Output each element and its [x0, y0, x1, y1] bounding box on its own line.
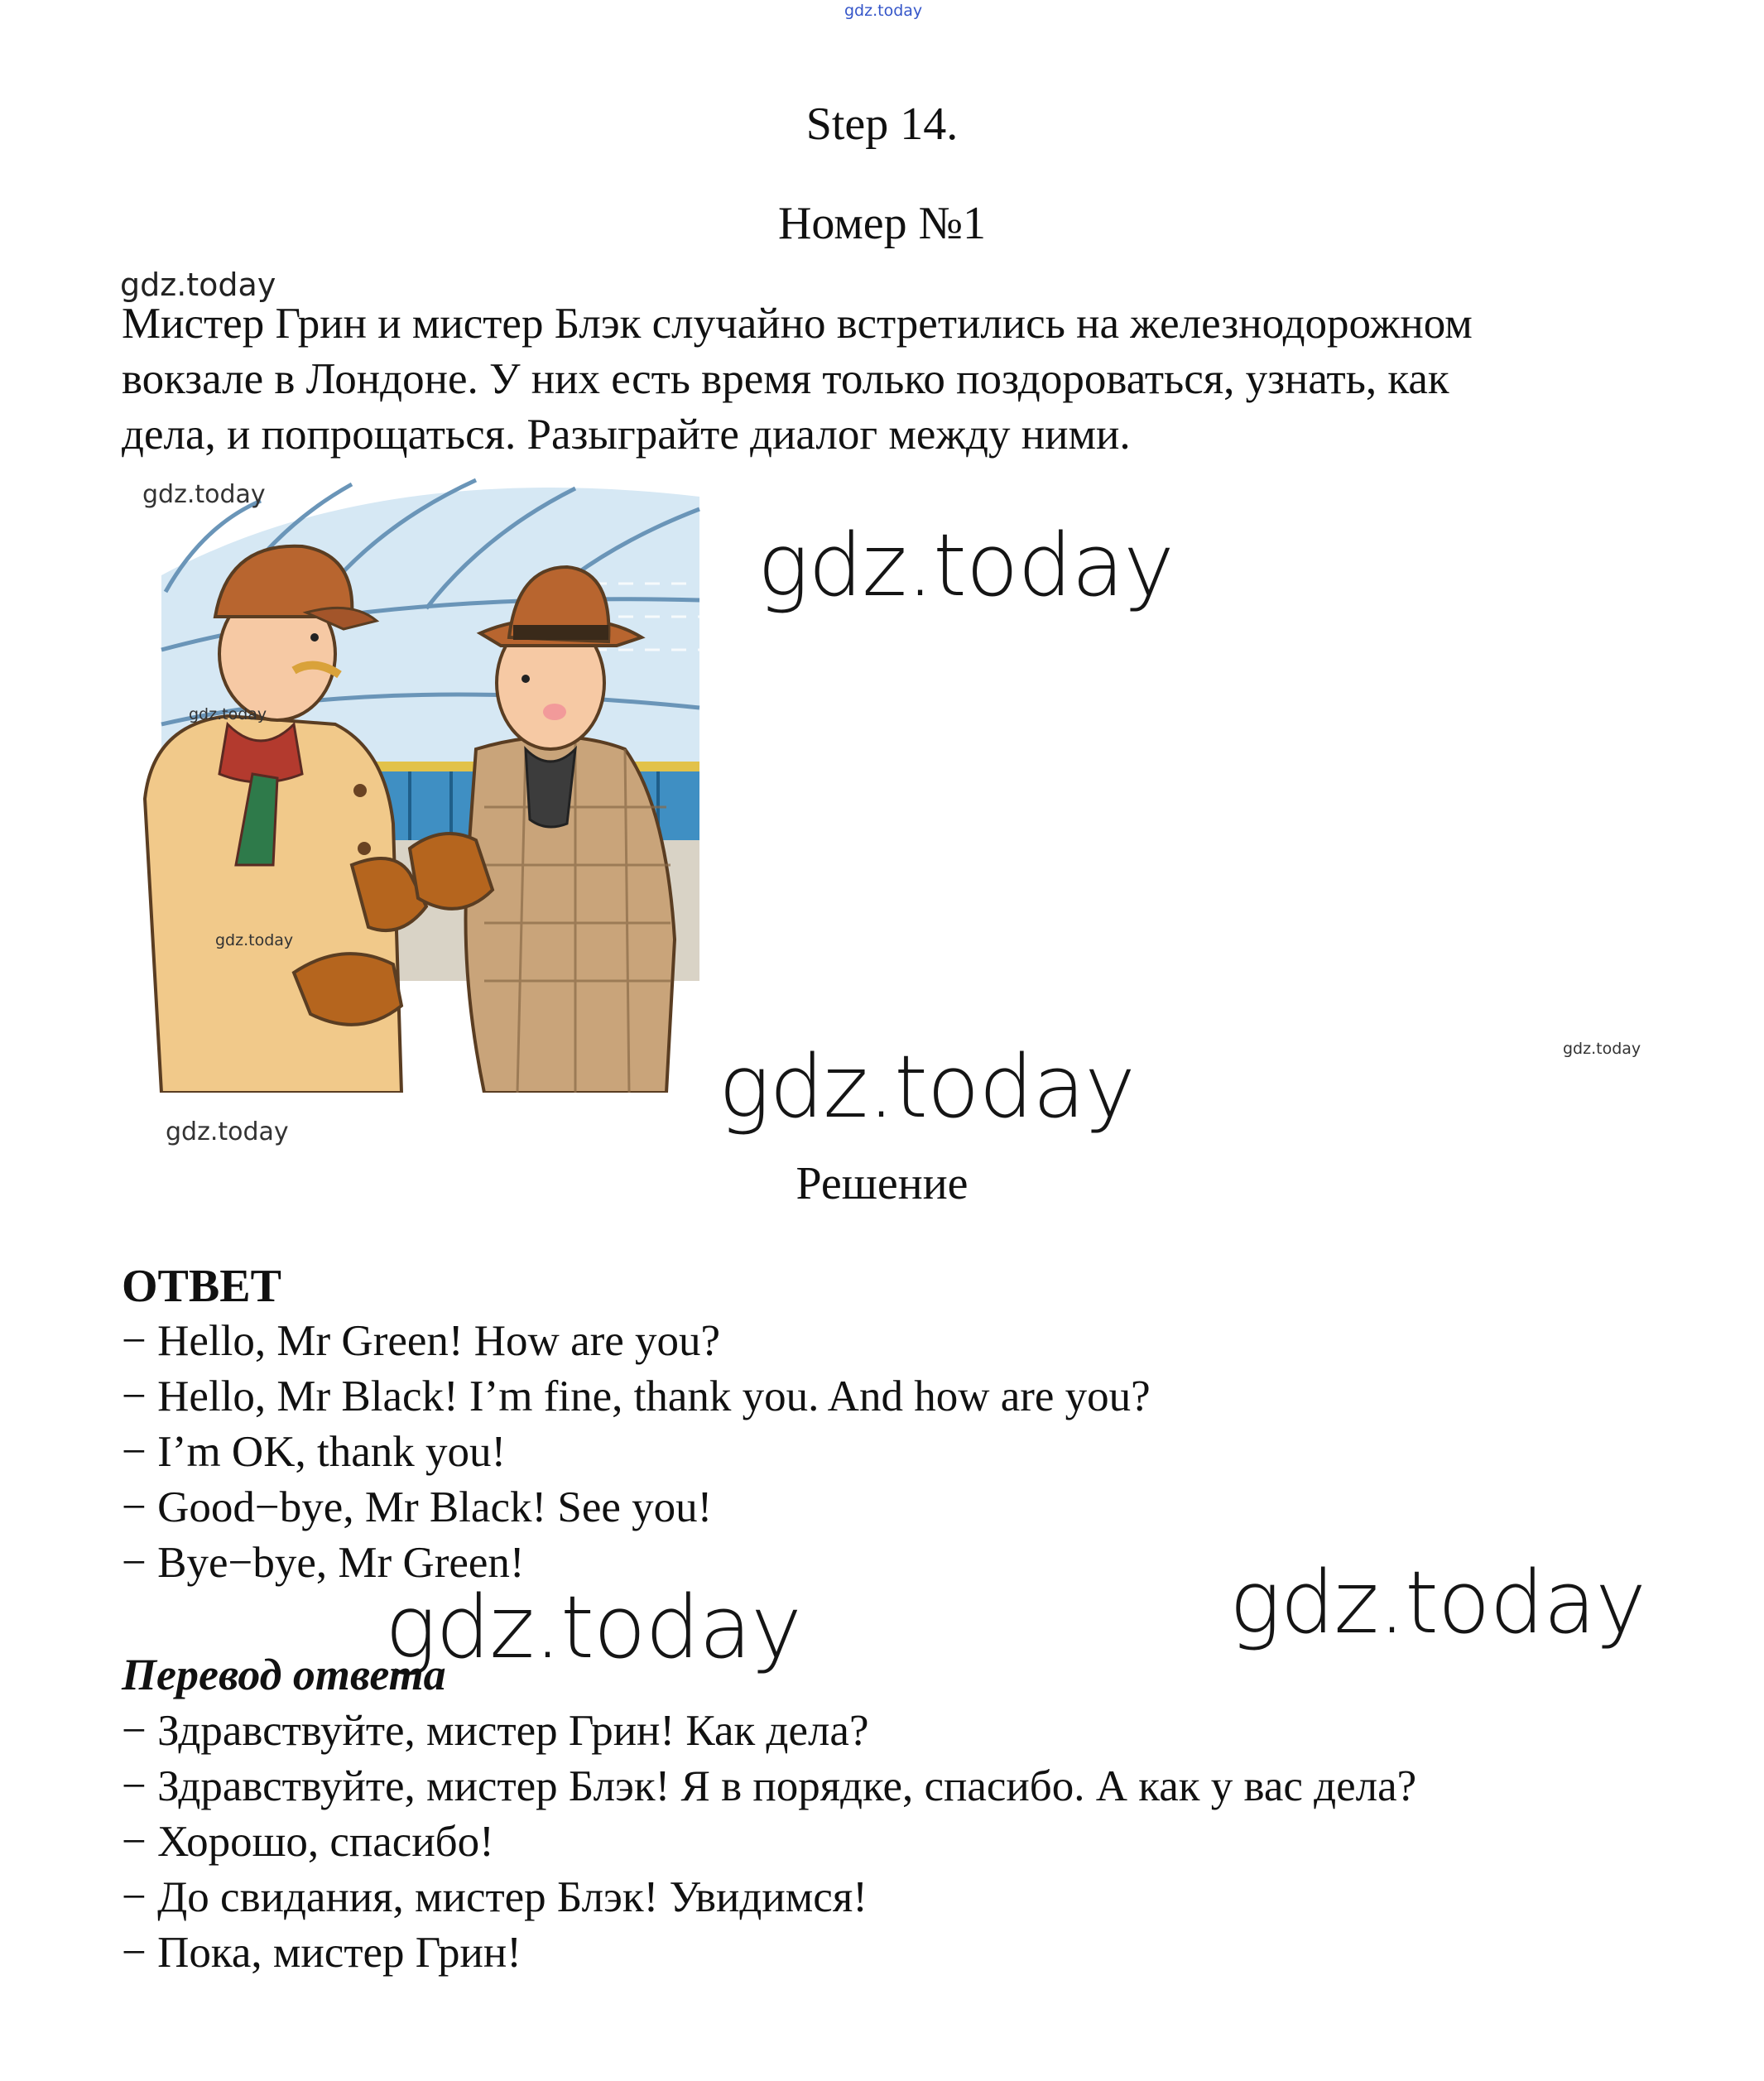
watermark-label: gdz.today	[120, 267, 276, 303]
step-title: Step 14.	[805, 99, 959, 150]
watermark-large: gdz.today	[719, 1036, 1135, 1137]
watermark-label: gdz.today	[189, 705, 267, 723]
dialogue-line: − Пока, мистер Грин!	[122, 1929, 522, 1977]
dialogue-line: − I’m OK, thank you!	[122, 1428, 507, 1476]
dialogue-line: − Здравствуйте, мистер Грин! Как дела?	[122, 1707, 869, 1755]
task-line: вокзале в Лондоне. У них есть время только поздороваться, узнать, как	[122, 355, 1449, 403]
answer-heading: ОТВЕТ	[122, 1261, 281, 1312]
dialogue-line: − Здравствуйте, мистер Блэк! Я в порядке, спасибо. А как у вас дела?	[122, 1762, 1417, 1810]
dialogue-line: − Hello, Mr Green! How are you?	[122, 1317, 721, 1365]
task-line: дела, и попрощаться. Разыграйте диалог между ними.	[122, 411, 1131, 459]
watermark-large: gdz.today	[1229, 1552, 1646, 1653]
dialogue-line: − Hello, Mr Black! I’m fine, thank you. And how are you?	[122, 1372, 1151, 1420]
station-illustration	[128, 476, 815, 1093]
watermark-label: gdz.today	[166, 1117, 289, 1146]
watermark-label: gdz.today	[1563, 1040, 1641, 1058]
dialogue-line: − Bye−bye, Mr Green!	[122, 1539, 525, 1587]
task-number: Номер №1	[777, 198, 987, 249]
task-line: Мистер Грин и мистер Блэк случайно встретились на железнодорожном	[122, 300, 1473, 348]
watermark-large: gdz.today	[385, 1577, 801, 1678]
solution-label: Решение	[795, 1158, 969, 1209]
dialogue-line: − До свидания, мистер Блэк! Увидимся!	[122, 1873, 868, 1921]
dialogue-line: − Хорошо, спасибо!	[122, 1818, 494, 1866]
translation-heading: Перевод ответа	[122, 1650, 446, 1699]
translation-dialogue	[122, 1704, 1416, 1981]
watermark-large: gdz.today	[757, 515, 1174, 616]
dialogue-line: − Good−bye, Mr Black! See you!	[122, 1483, 713, 1531]
answer-dialogue	[122, 1314, 1151, 1591]
watermark-label: gdz.today	[215, 931, 294, 949]
watermark-top: gdz.today	[844, 2, 923, 20]
watermark-label: gdz.today	[142, 480, 266, 509]
task-description	[122, 296, 1694, 463]
